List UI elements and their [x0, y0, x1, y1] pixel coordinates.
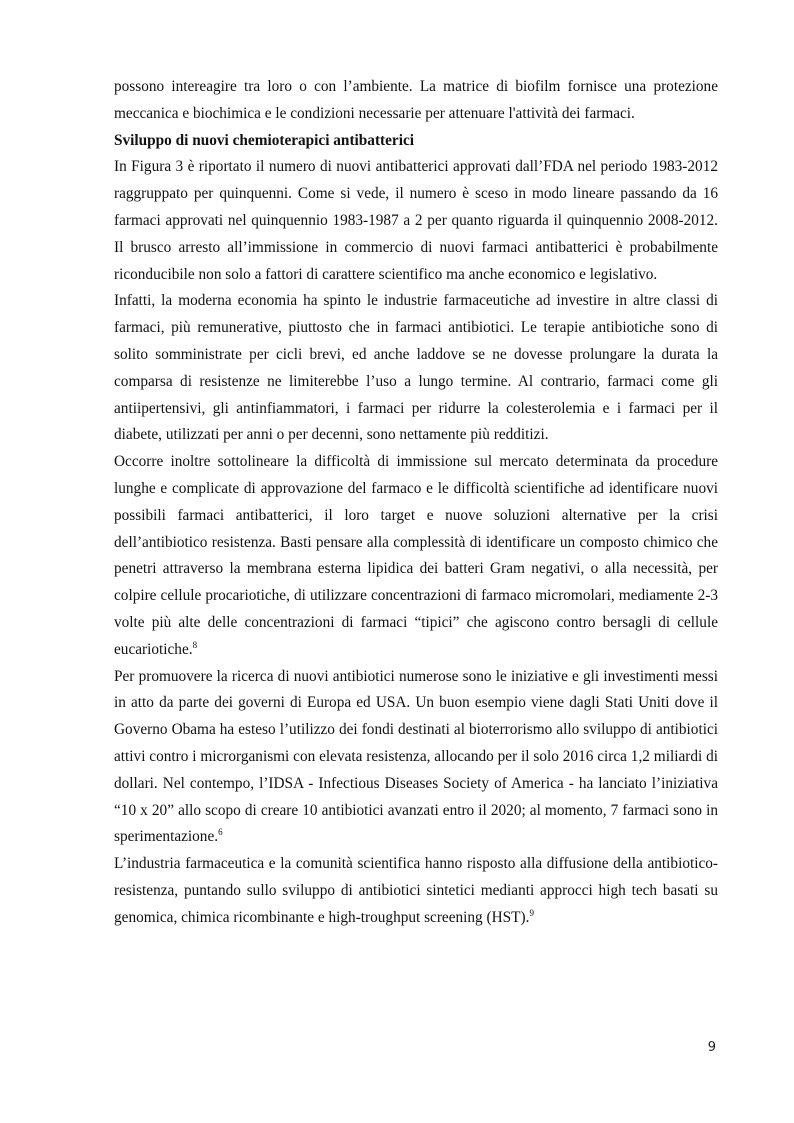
footnote-ref: 8	[192, 639, 198, 650]
paragraph-text: Infatti, la moderna economia ha spinto le industrie farmaceutiche ad investire in altre classi di farmaci, più remunerative, piuttosto che in farmaci antibiotici. Le terapie antibiotiche sono di solito somministrate per cicli brevi, ed anche laddove se ne dovesse prolungare la durata la comparsa di resistenze ne limiterebbe l’uso a lungo termine. Al contrario, farmaci come gli antiipertensivi, gli antinfiammatori, i farmaci per ridurre la colesterolemia e i farmaci per il diabete, utilizzati per anni o per decenni, sono nettamente più redditizi.	[114, 292, 718, 444]
page-number: 9	[707, 1040, 716, 1055]
paragraph-text: possono intereagire tra loro o con l’ambiente. La matrice di biofilm fornisce una protezione meccanica e biochimica e le condizioni necessarie per attenuare l'attività dei farmaci.	[114, 78, 718, 122]
document-body	[114, 74, 718, 932]
section-heading: Sviluppo di nuovi chemioterapici antibatterici	[114, 131, 414, 149]
footnote-ref: 9	[529, 907, 534, 918]
paragraph-fda-approvals	[114, 154, 718, 288]
paragraph-text: In Figura 3 è riportato il numero di nuovi antibatterici approvati dall’FDA nel periodo 1983-2012 raggruppato per quinquenni. Come si vede, il numero è sceso in modo lineare passando da 16 farmaci approvati nel quinquennio 1983-1987 a 2 per quanto riguarda il quinquennio 2008-2012. Il brusco arresto all’immissione in commercio di nuovi farmaci antibatterici è probabilmente riconducibile non solo a fattori di carattere scientifico ma anche economico e legislativo.	[114, 158, 718, 283]
paragraph-industry-response	[114, 851, 718, 931]
paragraph-text: Per promuovere la ricerca di nuovi antibiotici numerose sono le iniziative e gli investimenti messi in atto da parte dei governi di Europa ed USA. Un buon esempio viene dagli Stati Uniti dove il Governo Obama ha esteso l’utilizzo dei fondi destinati al bioterrorismo allo sviluppo di antibiotici attivi contro i microrganismi con elevata resistenza, allocando per il solo 2016 circa 1,2 miliardi di dollari. Nel contempo, l’IDSA - Infectious Diseases Society of America - ha lanciato l’iniziativa “10 x 20” allo scopo di creare 10 antibiotici avanzati entro il 2020; al momento, 7 farmaci sono in sperimentazione.	[114, 667, 718, 846]
paragraph-approval-difficulty	[114, 449, 718, 663]
paragraph-economy	[114, 288, 718, 449]
paragraph-text: Occorre inoltre sottolineare la difficoltà di immissione sul mercato determinata da procedure lunghe e complicate di approvazione del farmaco e le difficoltà scientifiche ad identificare nuovi possibili farmaci antibatterici, il loro target e nuove soluzioni alternative per la crisi dell’antibiotico resistenza. Basti pensare alla complessità di identificare un composto chimico che penetri attraverso la membrana esterna lipidica dei batteri Gram negativi, o alla necessità, per colpire cellule procariotiche, di utilizzare concentrazioni di farmaco micromolari, mediamente 2-3 volte più alte delle concentrazioni di farmaci “tipici” che agiscono contro bersagli di cellule eucariotiche.	[114, 453, 718, 658]
paragraph-biofilm	[114, 74, 718, 128]
footnote-ref: 6	[218, 827, 223, 838]
paragraph-research-initiatives	[114, 664, 718, 852]
paragraph-text: L’industria farmaceutica e la comunità scientifica hanno risposto alla diffusione della antibiotico-resistenza, puntando sullo sviluppo di antibiotici sintetici medianti approcci high tech basati su genomica, chimica ricombinante e high-troughput screening (HST).	[114, 855, 718, 926]
